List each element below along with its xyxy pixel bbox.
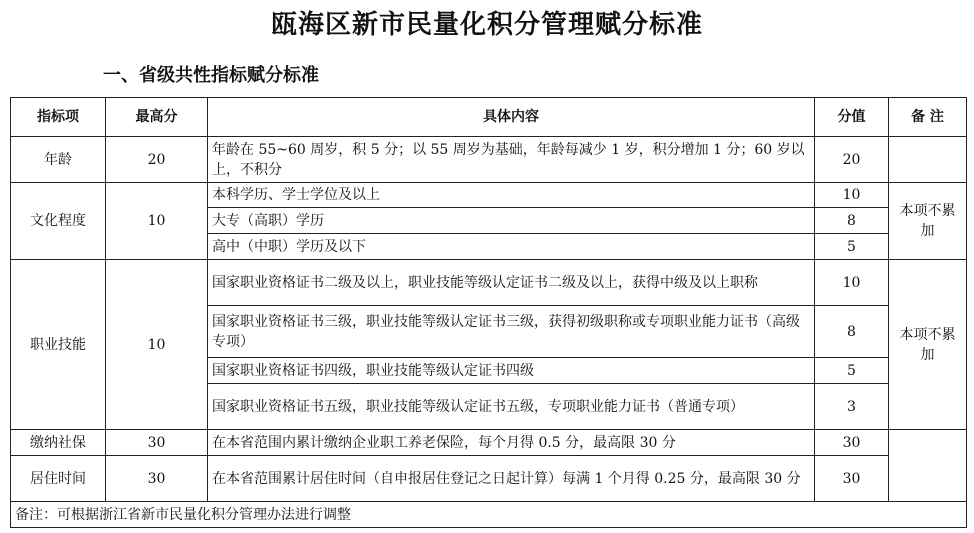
score-insurance: 30 [815,430,889,456]
header-score: 分值 [815,98,889,137]
table-row [11,183,967,208]
footnote: 备注：可根据浙江省新市民量化积分管理办法进行调整 [11,502,967,528]
content-skill-1: 国家职业资格证书二级及以上，职业技能等级认定证书二级及以上，获得中级及以上职称 [208,260,815,306]
header-max-score: 最高分 [106,98,208,137]
max-score-skill: 10 [106,260,208,430]
table-row [11,260,967,306]
score-education-3: 5 [815,234,889,260]
score-skill-3: 5 [815,358,889,384]
scoring-table [10,97,967,528]
content-education-3: 高中（中职）学历及以下 [208,234,815,260]
indicator-insurance: 缴纳社保 [11,430,106,456]
content-skill-4: 国家职业资格证书五级，职业技能等级认定证书五级，专项职业能力证书（普通专项） [208,384,815,430]
table-footnote-row [11,502,967,528]
max-score-insurance: 30 [106,430,208,456]
score-skill-1: 10 [815,260,889,306]
remark-skill: 本项不累加 [889,260,967,430]
score-residence: 30 [815,456,889,502]
max-score-age: 20 [106,137,208,183]
remark-age [889,137,967,183]
indicator-residence: 居住时间 [11,456,106,502]
header-indicator: 指标项 [11,98,106,137]
score-skill-2: 8 [815,306,889,358]
content-education-2: 大专（高职）学历 [208,208,815,234]
header-remark: 备 注 [889,98,967,137]
content-residence: 在本省范围累计居住时间（自申报居住登记之日起计算）每满 1 个月得 0.25 分，最高限 30 分 [208,456,815,502]
content-age: 年龄在 55~60 周岁，积 5 分；以 55 周岁为基础，年龄每减少 1 岁，积分增加 1 分；60 岁以上，不积分 [208,137,815,183]
max-score-residence: 30 [106,456,208,502]
remark-insurance-residence [889,430,967,502]
table-row [11,430,967,456]
content-education-1: 本科学历、学士学位及以上 [208,183,815,208]
score-skill-4: 3 [815,384,889,430]
score-age: 20 [815,137,889,183]
content-insurance: 在本省范围内累计缴纳企业职工养老保险，每个月得 0.5 分，最高限 30 分 [208,430,815,456]
score-education-1: 10 [815,183,889,208]
header-content: 具体内容 [208,98,815,137]
max-score-education: 10 [106,183,208,260]
remark-education: 本项不累加 [889,183,967,260]
section-heading: 一、省级共性指标赋分标准 [103,65,319,86]
table-row [11,456,967,502]
content-skill-3: 国家职业资格证书四级，职业技能等级认定证书四级 [208,358,815,384]
table-row [11,137,967,183]
indicator-skill: 职业技能 [11,260,106,430]
table-header-row [11,98,967,137]
score-education-2: 8 [815,208,889,234]
content-skill-2: 国家职业资格证书三级，职业技能等级认定证书三级，获得初级职称或专项职业能力证书（高级专项） [208,306,815,358]
page-title: 瓯海区新市民量化积分管理赋分标准 [270,10,703,40]
indicator-age: 年龄 [11,137,106,183]
indicator-education: 文化程度 [11,183,106,260]
